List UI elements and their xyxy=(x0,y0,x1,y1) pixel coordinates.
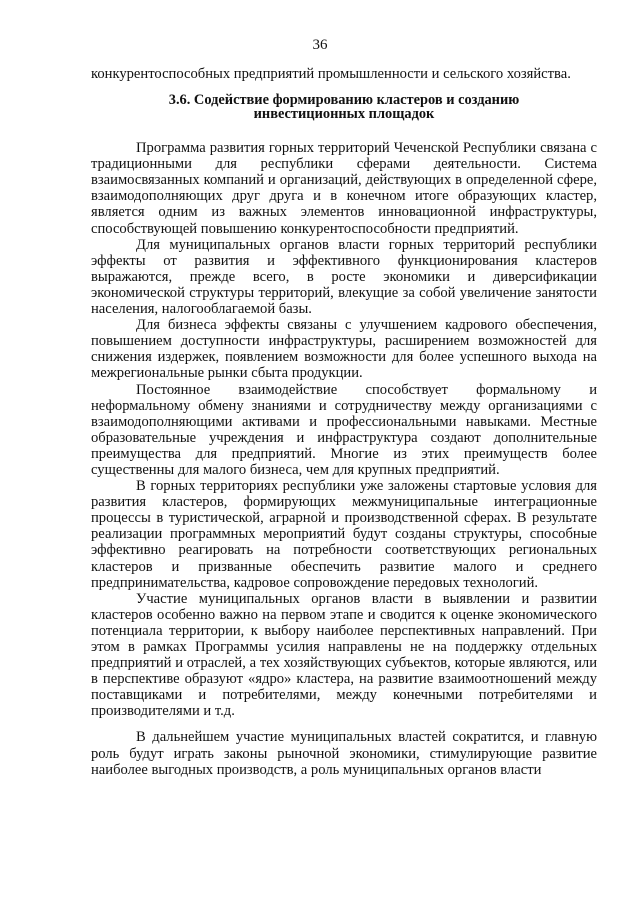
paragraph-2: Для муниципальных органов власти горных территорий республики эффекты от развития и эффективного функционирования кластеров выражаются, прежде всего, в росте экономики и диверсификации экономической структуры территорий, влекущие за собой увеличение занятости населения, налогооблагаемой базы. xyxy=(91,236,597,318)
paragraph-3: Для бизнеса эффекты связаны с улучшением кадрового обеспечения, повышением доступности инфраструктуры, расширением возможностей для снижения издержек, появлением возможности для более успешного выхода на межрегиональные рынки сбыта продукции. xyxy=(91,317,597,382)
paragraph-5: В горных территориях республики уже заложены стартовые условия для развития кластеров, формирующих межмуниципальные интеграционные процессы в туристической, аграрной и производственной сферах. В результате реализации программных мероприятий будут созданы структуры, способные эффективно реагировать на потребности соответствующих региональных кластеров и призванные обеспечить развитие малого и среднего предпринимательства, кадровое сопровождение передовых технологий. xyxy=(91,478,597,591)
paragraph-1: Программа развития горных территорий Чеченской Республики связана с традиционными для республики сферами деятельности. Система взаимосвязанных компаний и организаций, действующих в определенной сфере, взаимодополняющих друг друга и в конечном итоге образующих кластер, является одним из важных элементов инновационной инфраструктуры, способствующей повышению конкурентоспособности предприятий. xyxy=(91,140,597,237)
page-number: 36 xyxy=(312,37,328,53)
section-heading xyxy=(91,93,597,121)
lead-line: конкурентоспособных предприятий промышленности и сельского хозяйства. xyxy=(91,66,571,82)
page-content xyxy=(91,66,597,778)
paragraph-6: Участие муниципальных органов власти в выявлении и развитии кластеров особенно важно на первом этапе и сводится к оценке экономического потенциала территории, к выбору наиболее перспективных направлений. При этом в рамках Программы усилия направлены не на поддержку отдельных предприятий и отраслей, а тех хозяйствующих субъектов, которые являются, или в перспективе образуют «ядро» кластера, на развитие взаимоотношений между поставщиками и потребителями, между конечными потребителями и производителями и т.д. xyxy=(91,590,597,720)
section-heading-line-1: 3.6. Содействие формированию кластеров и созданию xyxy=(168,92,520,109)
paragraph-7: В дальнейшем участие муниципальных властей сократится, и главную роль будут играть законы рыночной экономики, стимулирующие развитие наиболее выгодных производств, а роль муниципальных органов власти xyxy=(91,729,597,778)
paragraph-4: Постоянное взаимодействие способствует формальному и неформальному обмену знаниями и сотрудничеству между организациями с взаимодополняющими активами и профессиональными навыками. Местные образовательные учреждения и инфраструктура создают дополнительные преимущества для предприятий. Многие из этих преимуществ более существенны для малого бизнеса, чем для крупных предприятий. xyxy=(91,381,597,478)
section-heading-line-2: инвестиционных площадок xyxy=(253,106,435,123)
